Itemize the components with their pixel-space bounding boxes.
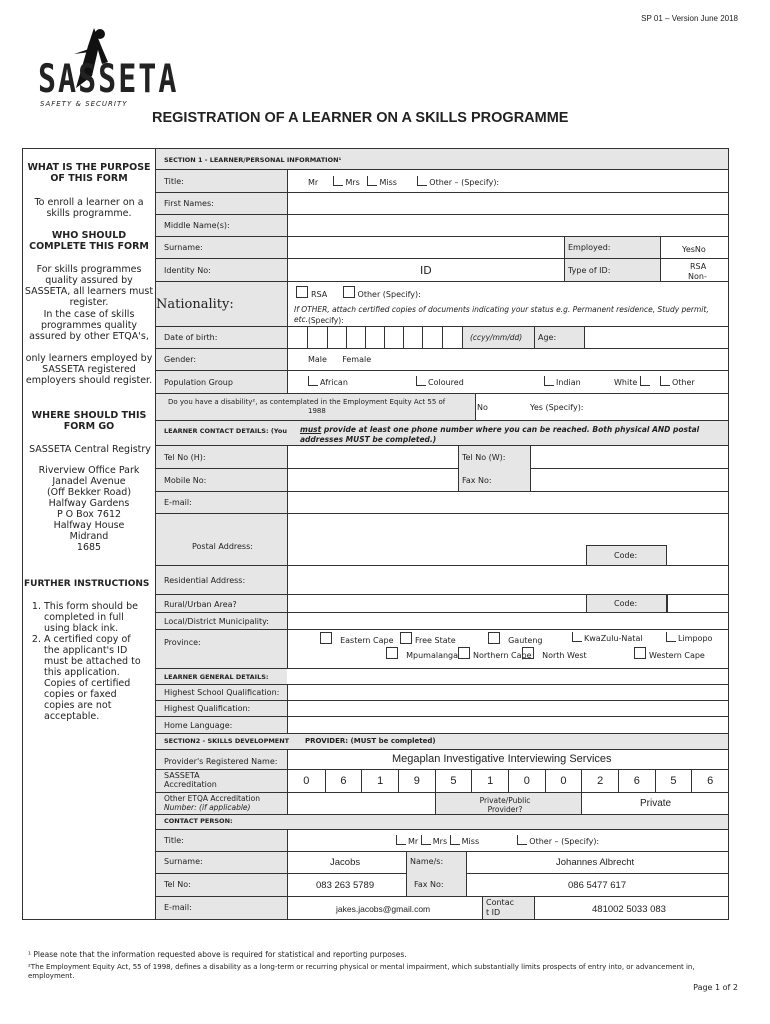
disability-no[interactable]: No	[477, 403, 488, 412]
eastern-cape-checkbox[interactable]	[320, 632, 332, 644]
type-id-label: Type of ID:	[568, 266, 611, 275]
email-field[interactable]	[288, 492, 728, 513]
disability-question: Do you have a disability², as contemplated in the Employment Equity Act 55 of 1988	[168, 398, 446, 415]
school-qual-label: Highest School Qualification:	[164, 688, 280, 697]
cp-mr-checkbox[interactable]	[396, 835, 406, 845]
where-text: SASSETA Central Registry	[29, 444, 151, 455]
mobile-field[interactable]	[288, 469, 458, 491]
logo-subtext: SAFETY & SECURITY	[40, 100, 128, 108]
instructions-list: 1. This form should be completed in full using black ink. 2. A certified copy of the applicant's ID must be attached to this application. Copies of certified copies or faxed copies are not acceptable.	[22, 601, 142, 722]
cp-names-value[interactable]: Johannes Albrecht	[556, 857, 635, 868]
tel-home-field[interactable]	[288, 446, 458, 468]
middle-name-label: Middle Name(s):	[164, 221, 230, 230]
gender-options[interactable]: Male Female	[308, 355, 372, 364]
other-nationality-checkbox[interactable]	[343, 286, 355, 298]
res-code-label: Code:	[614, 599, 638, 608]
mpumalanga-checkbox[interactable]	[386, 647, 398, 659]
cp-fax-label: Fax No:	[414, 880, 444, 889]
surname-label: Surname:	[164, 243, 203, 252]
identity-value[interactable]: ID	[420, 264, 432, 277]
nationality-note: If OTHER, attach certified copies of documents indicating your status e.g. Permanent residence, Study permit, etc.	[294, 305, 709, 324]
tel-home-label: Tel No (H):	[164, 453, 206, 462]
who-text-1: For skills programmes quality assured by SASSETA, all learners must register.	[24, 264, 154, 308]
contact-person-header: CONTACT PERSON:	[164, 817, 233, 825]
dob-format: (ccyy/mm/dd)	[470, 333, 523, 342]
cp-tel-label: Tel No:	[164, 880, 191, 889]
cp-miss-checkbox[interactable]	[450, 835, 460, 845]
free-state-checkbox[interactable]	[400, 632, 412, 644]
further-heading: FURTHER INSTRUCTIONS	[24, 579, 150, 589]
cp-email-value[interactable]: jakes.jacobs@gmail.com	[336, 904, 431, 914]
employed-label: Employed:	[568, 243, 611, 252]
first-names-label: First Names:	[164, 199, 214, 208]
disability-yes[interactable]: Yes (Specify):	[530, 403, 584, 412]
fax-label: Fax No:	[462, 476, 492, 485]
cp-surname-label: Surname:	[164, 857, 203, 866]
section1-header: SECTION 1 - LEARNER/PERSONAL INFORMATION¹	[164, 156, 342, 164]
type-id-nonrsa[interactable]: Non-	[688, 272, 707, 281]
cp-mrs-checkbox[interactable]	[421, 835, 431, 845]
accreditation-digit[interactable]: 9	[398, 770, 435, 792]
who-text-2: In the case of skills programmes quality assured by other ETQA's,	[29, 309, 149, 342]
local-municipality-label: Local/District Municipality:	[164, 617, 270, 626]
purpose-heading: WHAT IS THE PURPOSE OF THIS FORM	[27, 162, 151, 184]
address-block: Riverview Office Park Janadel Avenue (Off Bekker Road) Halfway Gardens P O Box 7612 Halfway House Midrand 1685	[38, 465, 140, 553]
accreditation-digit[interactable]: 6	[325, 770, 362, 792]
age-label: Age:	[538, 333, 557, 342]
gauteng-checkbox[interactable]	[488, 632, 500, 644]
indian-checkbox[interactable]	[544, 376, 554, 386]
rsa-checkbox[interactable]	[296, 286, 308, 298]
cp-fax-value[interactable]: 086 5477 617	[568, 880, 627, 891]
limpopo-checkbox[interactable]	[666, 632, 676, 642]
population-label: Population Group	[164, 378, 233, 387]
mobile-label: Mobile No:	[164, 476, 207, 485]
middle-name-field[interactable]	[288, 215, 728, 236]
footnote-1: ¹ Please note that the information requested above is required for statistical and reporting purposes.	[28, 950, 407, 959]
footnote-2: ²The Employment Equity Act, 55 of 1998, defines a disability as a long-term or recurring physical or mental impairment, which substantially limits prospects of entry into, or advancement in, employment.	[28, 963, 695, 980]
population-options: African Coloured Indian White Other	[308, 376, 728, 387]
tel-work-label: Tel No (W):	[462, 453, 506, 462]
accreditation-label: SASSETA Accreditation	[164, 771, 217, 789]
kzn-checkbox[interactable]	[572, 632, 582, 642]
general-header: LEARNER GENERAL DETAILS:	[164, 673, 269, 681]
title-label: Title:	[164, 177, 184, 186]
purpose-text: To enroll a learner on a skills programme.	[34, 197, 144, 219]
cp-surname-value[interactable]: Jacobs	[330, 857, 361, 868]
cp-tel-value[interactable]: 083 263 5789	[316, 880, 375, 891]
type-id-rsa[interactable]: RSA	[690, 262, 707, 271]
accreditation-digits[interactable]	[288, 770, 728, 792]
logo-text: SASSETA	[38, 56, 179, 103]
accreditation-digit[interactable]: 1	[361, 770, 398, 792]
residential-field[interactable]	[288, 566, 728, 594]
dob-label: Date of birth:	[164, 333, 218, 342]
accreditation-digit[interactable]: 0	[508, 770, 545, 792]
provider-name-label: Provider's Registered Name:	[164, 757, 278, 766]
provider-name-value[interactable]: Megaplan Investigative Interviewing Services	[392, 753, 612, 765]
provider-header: PROVIDER: (MUST be completed)	[305, 737, 436, 745]
nationality-label: Nationality:	[156, 297, 234, 312]
home-language-label: Home Language:	[164, 721, 233, 730]
accreditation-digit[interactable]: 1	[471, 770, 508, 792]
african-checkbox[interactable]	[308, 376, 318, 386]
nationality-specify[interactable]: (Specify):	[308, 316, 344, 325]
postal-code-label: Code:	[614, 551, 638, 560]
cp-names-label: Name/s:	[410, 857, 444, 866]
contact-header: LEARNER CONTACT DETAILS: (You	[164, 427, 288, 435]
cp-contact-id-value[interactable]: 481002 5033 083	[592, 904, 666, 915]
postal-field[interactable]	[288, 514, 586, 565]
who-text-3: only learners employed by SASSETA registered employers should register.	[25, 353, 153, 386]
sasseta-logo	[36, 18, 179, 110]
page-number: Page 1 of 2	[693, 983, 738, 992]
rural-urban-label: Rural/Urban Area?	[164, 600, 237, 609]
version-label: SP 01 – Version June 2018	[641, 14, 738, 23]
residential-label: Residential Address:	[164, 576, 246, 585]
accreditation-digit[interactable]: 6	[618, 770, 655, 792]
etqa-label: Other ETQA Accreditation Number: (if applicable)	[164, 794, 260, 812]
north-west-checkbox[interactable]	[522, 647, 534, 659]
accreditation-digit[interactable]: 5	[435, 770, 472, 792]
postal-label: Postal Address:	[192, 542, 253, 551]
mrs-checkbox[interactable]	[333, 176, 343, 186]
other-pop-checkbox[interactable]	[660, 376, 670, 386]
private-public-value[interactable]: Private	[640, 798, 672, 809]
accreditation-digit[interactable]: 2	[581, 770, 618, 792]
email-label: E-mail:	[164, 498, 192, 507]
title-options: Mr Mrs Miss Other – (Specify):	[308, 178, 500, 187]
employed-value[interactable]: YesNo	[682, 245, 706, 254]
who-heading: WHO SHOULD COMPLETE THIS FORM	[29, 230, 149, 252]
first-names-field[interactable]	[288, 193, 728, 214]
coloured-checkbox[interactable]	[416, 376, 426, 386]
section2-header: SECTION2 - SKILLS DEVELOPMENT	[164, 737, 290, 745]
cp-title-options: Mr Mrs Miss Other – (Specify):	[396, 835, 599, 846]
cp-contact-id-label: Contac t ID	[486, 898, 514, 917]
white-checkbox[interactable]	[640, 376, 650, 386]
cp-other-checkbox[interactable]	[517, 835, 527, 845]
where-heading: WHERE SHOULD THIS FORM GO	[31, 410, 147, 432]
miss-checkbox[interactable]	[367, 176, 377, 186]
highest-qual-label: Highest Qualification:	[164, 704, 251, 713]
gender-label: Gender:	[164, 355, 197, 364]
accreditation-digit[interactable]: 0	[303, 775, 310, 787]
private-public-label: Private/Public Provider?	[479, 796, 531, 814]
western-cape-checkbox[interactable]	[634, 647, 646, 659]
northern-cape-checkbox[interactable]	[458, 647, 470, 659]
accreditation-digit[interactable]: 6	[691, 770, 728, 792]
surname-field[interactable]	[288, 237, 564, 258]
contact-note: must provide at least one phone number where you can be reached. Both physical AND postal addresses MUST be completed.)	[300, 425, 700, 444]
identity-label: Identity No:	[164, 266, 211, 275]
cp-email-label: E-mail:	[164, 903, 192, 912]
province-label: Province:	[164, 638, 201, 647]
cp-title-label: Title:	[164, 836, 184, 845]
accreditation-digit[interactable]: 5	[655, 770, 692, 792]
accreditation-digit[interactable]: 0	[545, 770, 582, 792]
other-title-checkbox[interactable]	[417, 176, 427, 186]
nationality-options: RSA Other (Specify):	[296, 286, 421, 299]
page-title: REGISTRATION OF A LEARNER ON A SKILLS PROGRAMME	[152, 110, 569, 126]
